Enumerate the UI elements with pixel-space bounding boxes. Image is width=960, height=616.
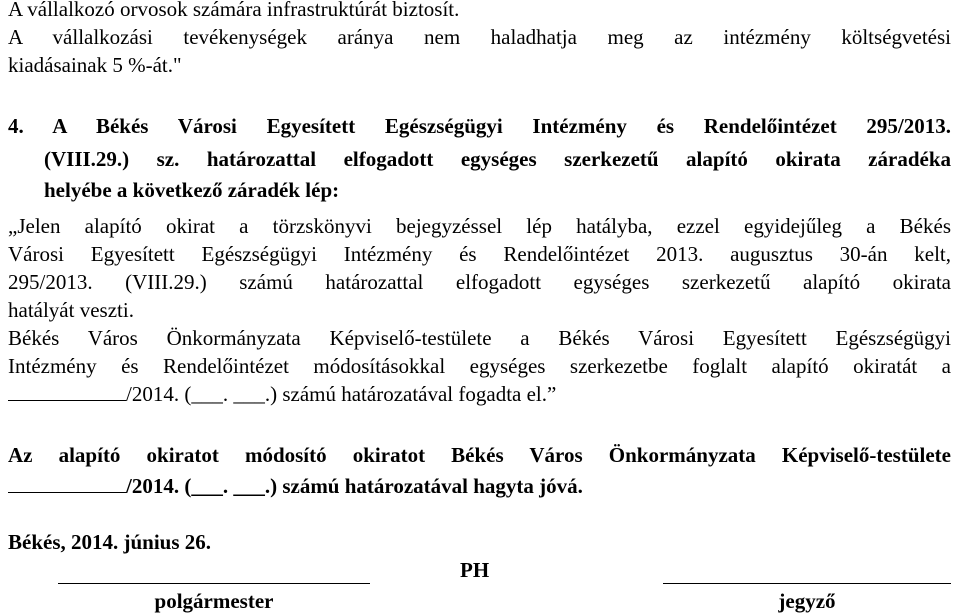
approval-line — [8, 472, 951, 500]
notary-label: jegyző — [778, 589, 836, 613]
resolution-line: Intézmény és Rendelőintézet módosításokkal egységes szerkezetbe foglalt alapító okiratát a — [8, 354, 951, 378]
quote-line: hatályát veszti. — [8, 298, 134, 322]
section-4-text: helyébe a következő záradék lép: — [44, 178, 340, 202]
text-line: A vállalkozó orvosok számára infrastruktúrát biztosít. — [8, 0, 460, 21]
date-line: Békés, 2014. június 26. — [8, 530, 212, 554]
approval-text: /2014. (___. ___.) számú határozatával hagyta jóvá. — [126, 474, 583, 498]
approval-line: Az alapító okiratot módosító okiratot Békés Város Önkormányzata Képviselő-testülete — [8, 443, 951, 467]
notary-signature-line — [663, 583, 951, 584]
ph-stamp-label: PH — [460, 558, 490, 582]
blank-field — [8, 380, 126, 401]
mayor-label: polgármester — [154, 589, 274, 613]
resolution-line: Békés Város Önkormányzata Képviselő-testülete a Békés Városi Egyesített Egészségügyi — [8, 326, 951, 350]
quote-line: „Jelen alapító okirat a törzskönyvi bejegyzéssel lép hatályba, ezzel egyidejűleg a Békés — [8, 214, 951, 238]
mayor-signature-line — [58, 583, 370, 584]
text-line: kiadásainak 5 %-át." — [8, 53, 182, 77]
resolution-line — [8, 380, 951, 408]
section-4-heading: 4. A Békés Városi Egyesített Egészségügyi Intézmény és Rendelőintézet 295/2013. — [8, 114, 951, 138]
resolution-text: /2014. (___. ___.) számú határozatával fogadta el.” — [126, 382, 557, 406]
quote-line: 295/2013. (VIII.29.) számú határozattal elfogadott egységes szerkezetű alapító okirata — [8, 270, 951, 294]
blank-field — [8, 472, 126, 493]
text-line: A vállalkozási tevékenységek aránya nem haladhatja meg az intézmény költségvetési — [8, 25, 951, 49]
section-4-text: (VIII.29.) sz. határozattal elfogadott egységes szerkezetű alapító okirata záradéka — [44, 147, 951, 171]
quote-line: Városi Egyesített Egészségügyi Intézmény és Rendelőintézet 2013. augusztus 30-án kelt, — [8, 242, 951, 266]
